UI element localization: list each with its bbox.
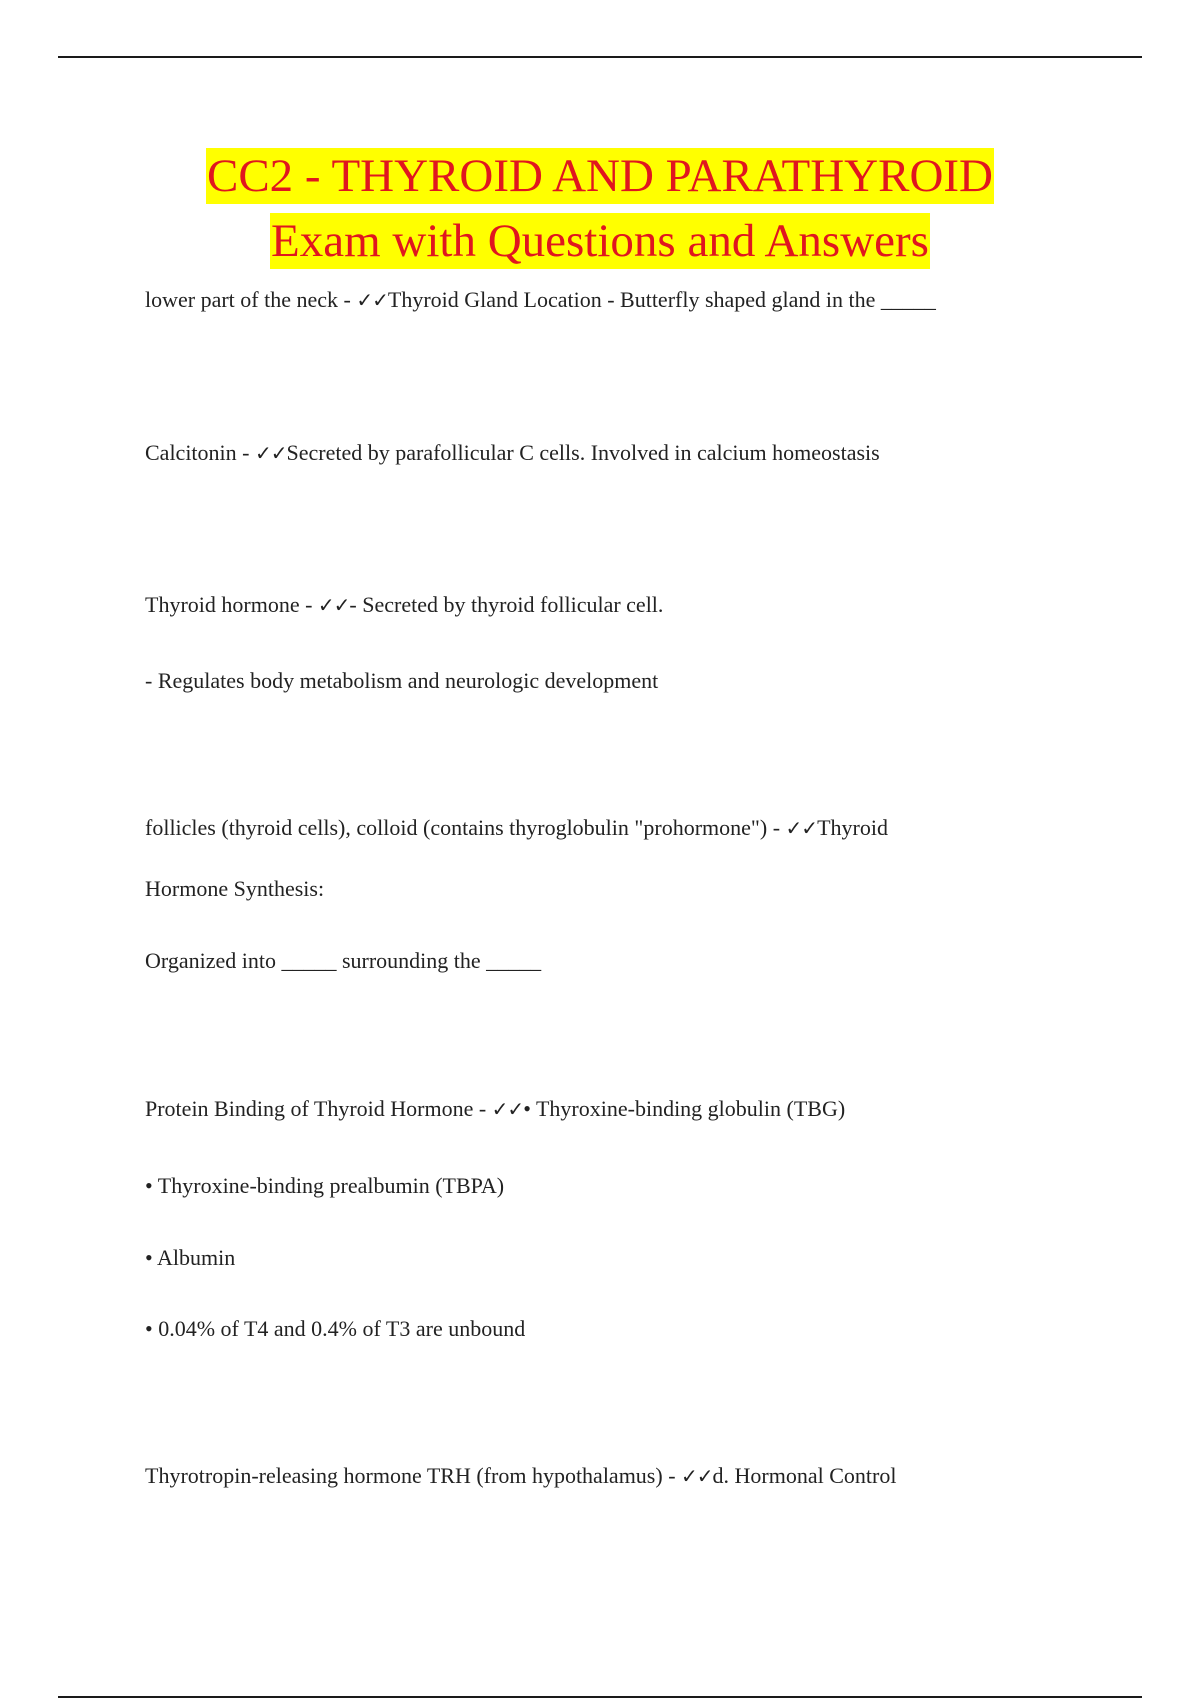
footer-rule <box>58 1696 1142 1698</box>
qa-entry-hormonal-control <box>145 1461 1065 1491</box>
entry-question: d. Hormonal Control <box>712 1463 897 1488</box>
double-check-icon: ✓✓ <box>254 441 287 465</box>
entry-question: Thyroid <box>817 815 888 840</box>
header-rule <box>58 56 1142 58</box>
entry-question: Thyroid Gland Location - Butterfly shaped gland in the _____ <box>387 287 936 312</box>
double-check-icon: ✓✓ <box>785 816 818 840</box>
double-check-icon: ✓✓ <box>681 1464 713 1488</box>
entry-answer: lower part of the neck - <box>145 287 357 312</box>
continuation-line: Hormone Synthesis: <box>145 876 325 901</box>
entry-answer: follicles (thyroid cells), colloid (contains thyroglobulin "prohormone") - <box>145 815 786 840</box>
document-title <box>0 145 1200 275</box>
bullet-line: • 0.04% of T4 and 0.4% of T3 are unbound <box>145 1316 526 1341</box>
continuation-line: Organized into _____ surrounding the _____ <box>145 948 542 973</box>
entry-question: - Secreted by thyroid follicular cell. <box>349 592 664 617</box>
double-check-icon: ✓✓ <box>491 1097 524 1121</box>
qa-entry-protein-binding <box>145 1094 1065 1124</box>
entry-question: Secreted by parafollicular C cells. Involved in calcium homeostasis <box>286 440 880 465</box>
bullet-line: • Albumin <box>145 1245 236 1270</box>
entry-answer: Protein Binding of Thyroid Hormone - <box>145 1096 492 1121</box>
bullet-line: • Thyroxine-binding prealbumin (TBPA) <box>145 1173 505 1198</box>
title-line-1: CC2 - THYROID AND PARATHYROID <box>206 150 994 202</box>
double-check-icon: ✓✓ <box>317 593 350 617</box>
qa-entry-calcitonin <box>145 438 1065 468</box>
qa-entry-thyroid-hormone <box>145 590 1065 620</box>
continuation-line: - Regulates body metabolism and neurologic development <box>145 668 659 693</box>
entry-answer: Thyroid hormone - <box>145 592 318 617</box>
entry-question: • Thyroxine-binding globulin (TBG) <box>523 1096 846 1121</box>
qa-entry-thyroid-location <box>145 285 1065 315</box>
double-check-icon: ✓✓ <box>356 288 388 312</box>
title-line-2: Exam with Questions and Answers <box>271 215 929 267</box>
qa-entry-hormone-synthesis <box>145 813 1065 843</box>
entry-answer: Thyrotropin-releasing hormone TRH (from hypothalamus) - <box>145 1463 682 1488</box>
entry-answer: Calcitonin - <box>145 440 255 465</box>
